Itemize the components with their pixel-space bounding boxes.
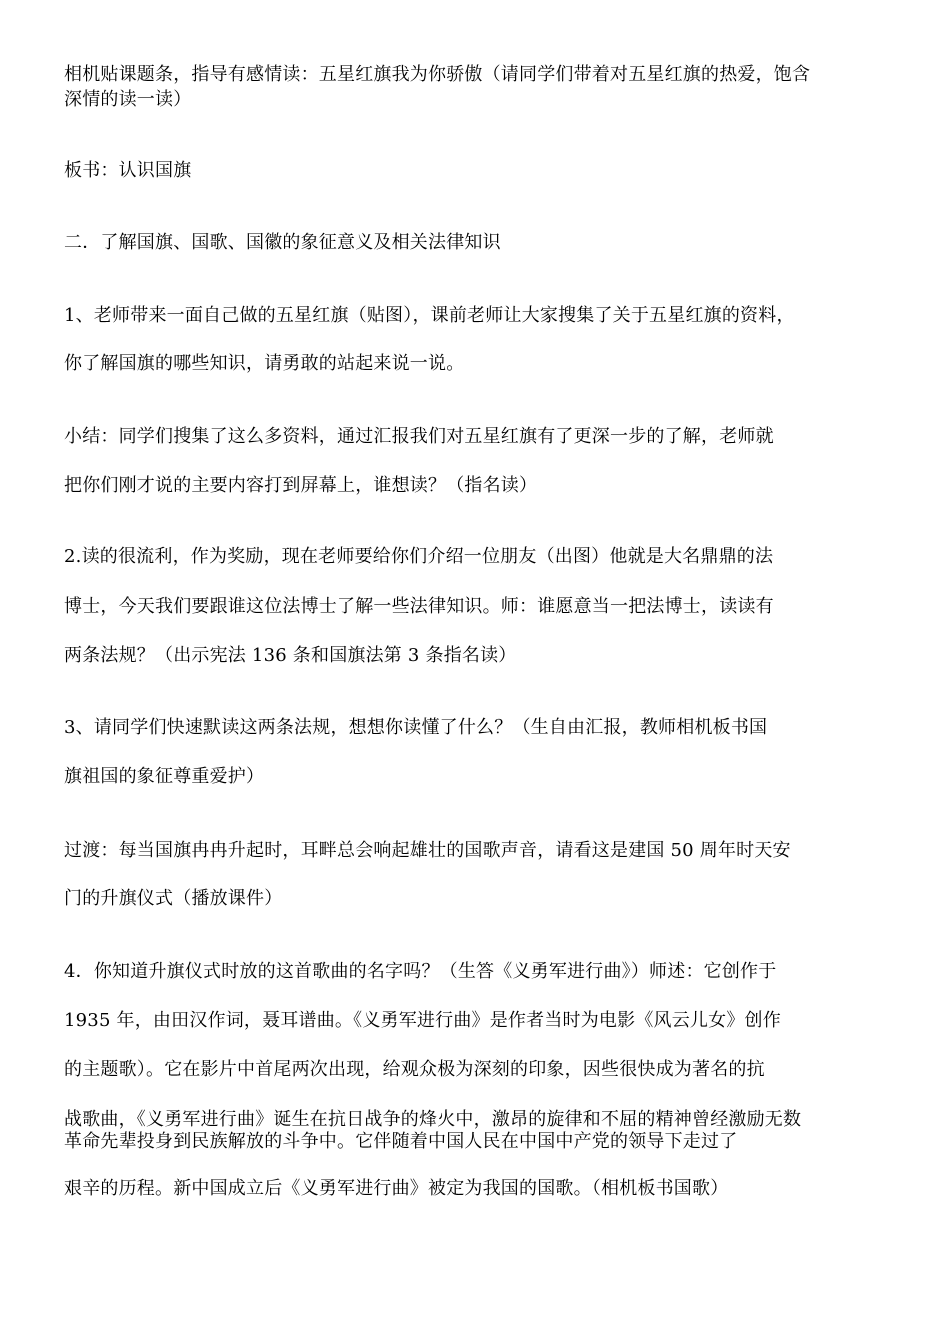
paragraph-line: 相机贴课题条，指导有感情读：五星红旗我为你骄傲（请同学们带着对五星红旗的热爱，饱含 <box>64 64 811 85</box>
paragraph-line: 深情的读一读） <box>64 89 192 110</box>
paragraph-line: 革命先辈投身到民族解放的斗争中。它伴随着中国人民在中国中产党的领导下走过了 <box>64 1131 738 1152</box>
paragraph-line: 旗祖国的象征尊重爱护） <box>64 766 265 787</box>
paragraph-line: 过渡：每当国旗冉冉升起时，耳畔总会响起雄壮的国歌声音，请看这是建国 50 周年时天安 <box>64 840 791 861</box>
paragraph-line: 你了解国旗的哪些知识，请勇敢的站起来说一说。 <box>64 353 465 374</box>
paragraph-line: 小结：同学们搜集了这么多资料，通过汇报我们对五星红旗有了更深一步的了解，老师就 <box>64 426 774 447</box>
paragraph-line: 2.读的很流利，作为奖励，现在老师要给你们介绍一位朋友（出图）他就是大名鼎鼎的法 <box>64 546 774 567</box>
paragraph-line: 1、老师带来一面自己做的五星红旗（贴图），课前老师让大家搜集了关于五星红旗的资料， <box>64 305 795 326</box>
paragraph-line: 两条法规？（出示宪法 136 条和国旗法第 3 条指名读） <box>64 645 517 666</box>
paragraph-line: 的主题歌）。它在影片中首尾两次出现，给观众极为深刻的印象，因些很快成为著名的抗 <box>64 1059 765 1080</box>
paragraph-line: 1935 年，由田汉作词，聂耳谱曲。《义勇军进行曲》是作者当时为电影《风云儿女》创作 <box>64 1010 781 1031</box>
paragraph-line: 博士，今天我们要跟谁这位法博士了解一些法律知识。师：谁愿意当一把法博士，读读有 <box>64 596 774 617</box>
paragraph-line: 把你们刚才说的主要内容打到屏幕上，谁想读？（指名读） <box>64 475 538 496</box>
section-note: 板书：认识国旗 <box>64 160 192 181</box>
paragraph-line: 战歌曲，《义勇军进行曲》诞生在抗日战争的烽火中，激昂的旋律和不屈的精神曾经激励无数 <box>64 1109 802 1130</box>
paragraph-line: 艰辛的历程。新中国成立后《义勇军进行曲》被定为我国的国歌。（相机板书国歌） <box>64 1178 729 1199</box>
section-heading: 二．了解国旗、国歌、国徽的象征意义及相关法律知识 <box>64 232 501 253</box>
paragraph-line: 3、请同学们快速默读这两条法规，想想你读懂了什么？（生自由汇报，教师相机板书国 <box>64 717 768 738</box>
paragraph-line: 4．你知道升旗仪式时放的这首歌曲的名字吗？（生答《义勇军进行曲》）师述：它创作于 <box>64 961 777 982</box>
paragraph-line: 门的升旗仪式（播放课件） <box>64 888 283 909</box>
